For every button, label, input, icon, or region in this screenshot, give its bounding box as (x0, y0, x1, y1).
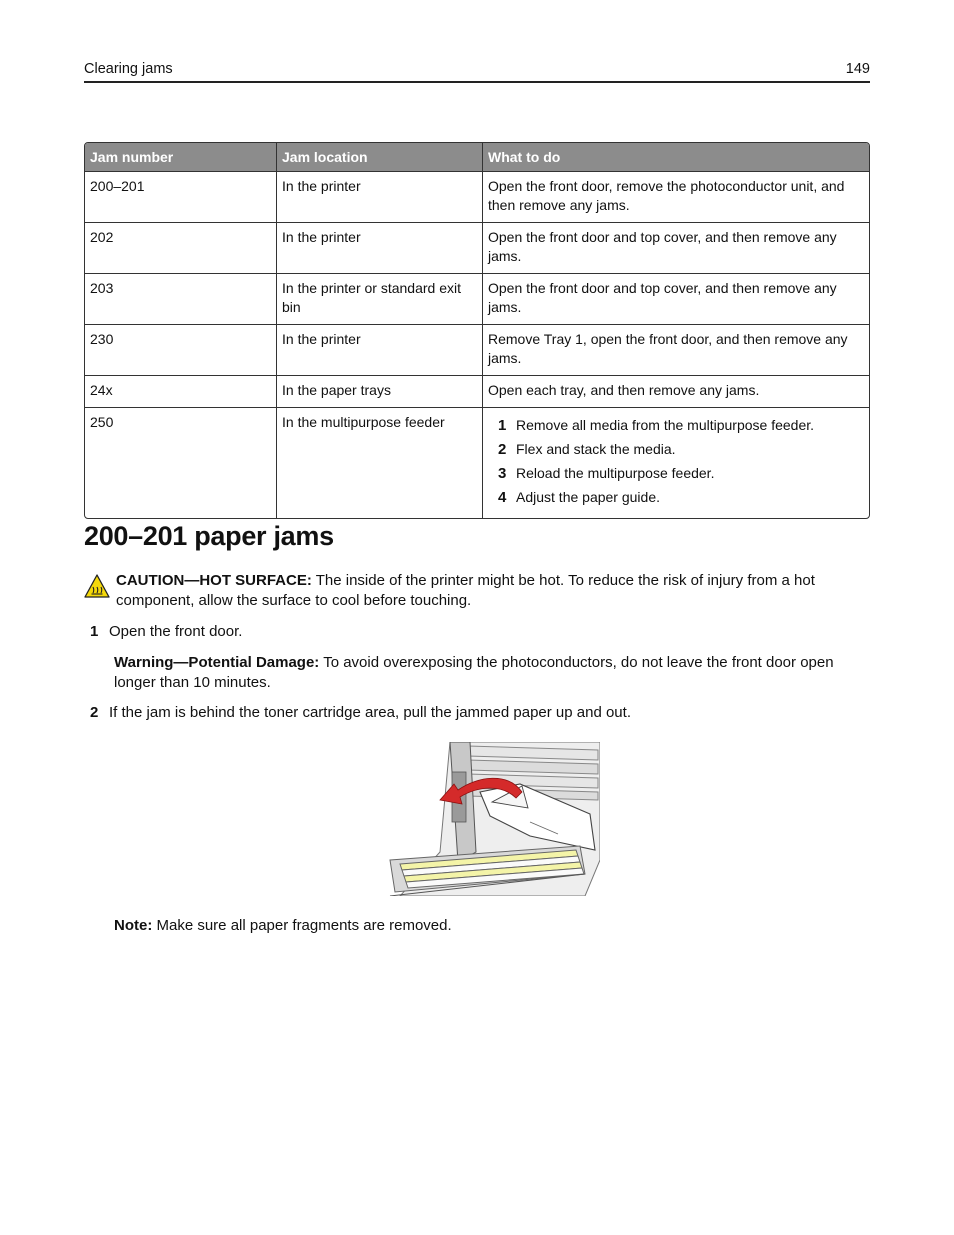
column-header-jam-location: Jam location (277, 143, 483, 171)
header-page-number: 149 (845, 61, 870, 77)
jam-action-cell: Remove Tray 1, open the front door, and then remove any jams. (483, 324, 869, 375)
table-row (85, 375, 869, 407)
list-item (498, 463, 864, 487)
step-text: Adjust the paper guide. (516, 489, 660, 505)
step-number: 4 (498, 489, 507, 506)
caution-label: CAUTION—HOT SURFACE: (116, 572, 312, 589)
caution-text (116, 571, 874, 611)
page-header (84, 58, 870, 83)
jam-location-cell: In the multipurpose feeder (277, 407, 483, 518)
header-section-title: Clearing jams (84, 61, 173, 77)
table-row (85, 407, 869, 518)
column-header-what-to-do: What to do (483, 143, 869, 171)
warning-label: Warning—Potential Damage: (114, 654, 320, 671)
jam-number-cell: 203 (85, 273, 277, 324)
step-1 (90, 622, 242, 642)
warning-notice (114, 653, 874, 693)
jam-location-cell: In the printer (277, 324, 483, 375)
list-item (498, 439, 864, 463)
step-text: Flex and stack the media. (516, 441, 676, 457)
step-number: 1 (90, 623, 99, 640)
table-row (85, 324, 869, 375)
caution-notice (84, 571, 874, 611)
step-2 (90, 703, 631, 723)
jam-number-cell: 250 (85, 407, 277, 518)
column-header-jam-number: Jam number (85, 143, 277, 171)
list-item (498, 487, 864, 511)
table-row (85, 171, 869, 222)
jam-reference-table (84, 142, 870, 519)
jam-action-cell (483, 407, 869, 518)
jam-number-cell: 200–201 (85, 171, 277, 222)
jam-number-cell: 24x (85, 375, 277, 407)
jam-location-cell: In the printer or standard exit bin (277, 273, 483, 324)
jam-number-cell: 202 (85, 222, 277, 273)
jam-location-cell: In the printer (277, 171, 483, 222)
multipurpose-feeder-steps (488, 413, 864, 511)
step-text: If the jam is behind the toner cartridge area, pull the jammed paper up and out. (109, 704, 631, 721)
jam-action-cell: Open each tray, and then remove any jams. (483, 375, 869, 407)
table-header-row (85, 143, 869, 171)
step-number: 2 (498, 441, 507, 458)
jam-action-cell: Open the front door and top cover, and then remove any jams. (483, 273, 869, 324)
step-text: Open the front door. (109, 623, 243, 640)
step-number: 3 (498, 465, 507, 482)
note-body: Make sure all paper fragments are removed. (152, 917, 452, 934)
list-item (498, 415, 864, 439)
jam-action-cell: Open the front door, remove the photoconductor unit, and then remove any jams. (483, 171, 869, 222)
step-text: Remove all media from the multipurpose feeder. (516, 417, 815, 433)
note-label: Note: (114, 917, 153, 934)
jam-action-cell: Open the front door and top cover, and then remove any jams. (483, 222, 869, 273)
table-row (85, 222, 869, 273)
section-title: 200–201 paper jams (84, 521, 334, 551)
table-row (85, 273, 869, 324)
jam-location-cell: In the printer (277, 222, 483, 273)
jam-location-cell: In the paper trays (277, 375, 483, 407)
note-text (114, 916, 452, 936)
step-text: Reload the multipurpose feeder. (516, 465, 715, 481)
jam-number-cell: 230 (85, 324, 277, 375)
hot-surface-warning-icon (84, 574, 110, 604)
printer-jam-illustration (380, 742, 600, 896)
step-number: 1 (498, 417, 507, 434)
caution-body: The inside of the printer might be hot. To reduce the risk of injury from a hot component, allow the surface to cool before touching. (116, 572, 815, 609)
warning-body: To avoid overexposing the photoconductors, do not leave the front door open longer than 10 minutes. (114, 654, 834, 691)
step-number: 2 (90, 704, 99, 721)
